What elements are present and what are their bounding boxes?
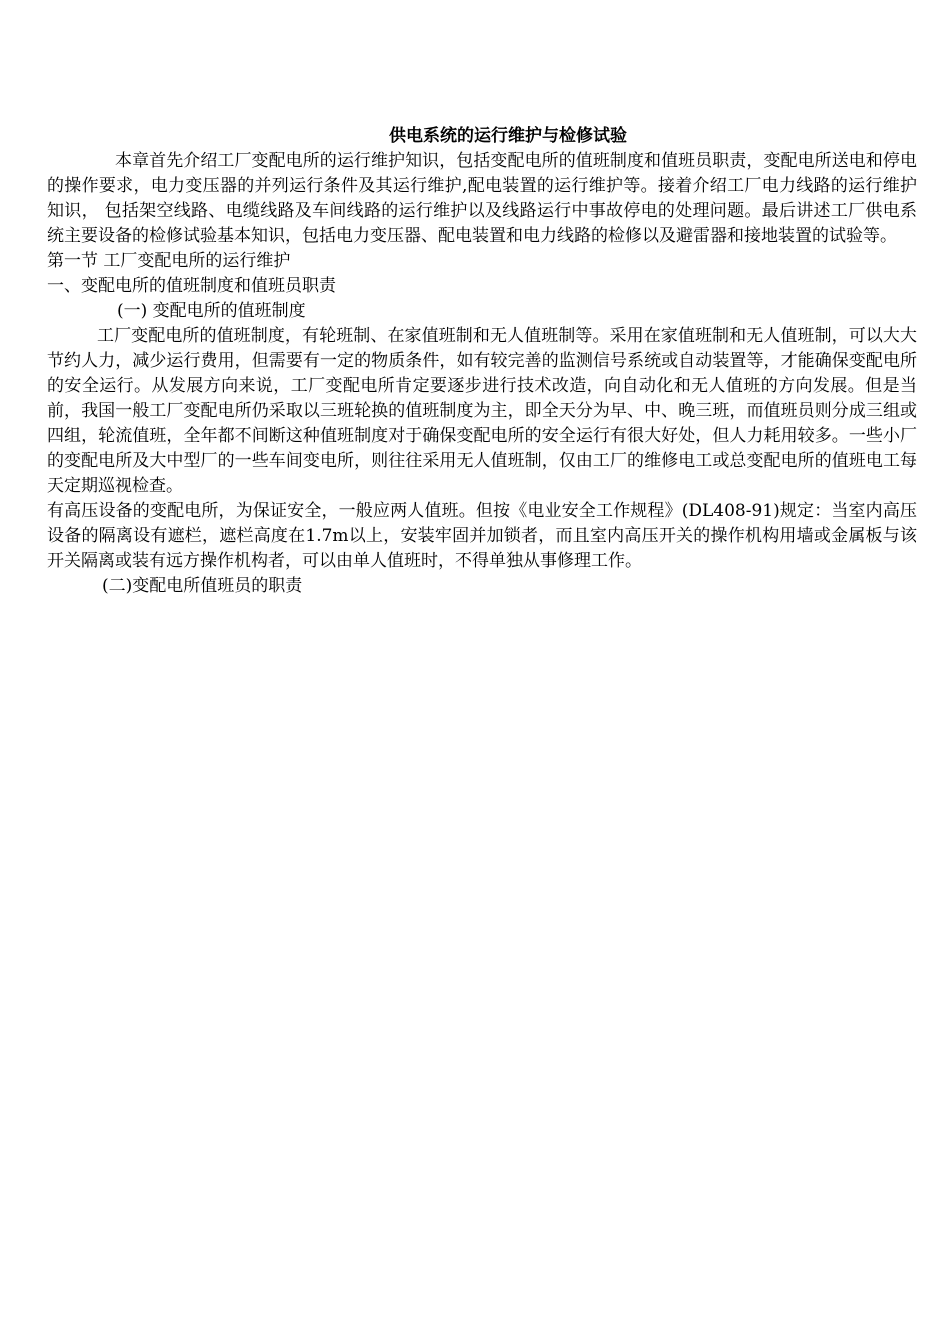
item2-heading: (二)变配电所值班员的职责 (102, 576, 303, 596)
item1-heading: (一) 变配电所的值班制度 (117, 301, 306, 321)
intro-paragraph: 本章首先介绍工厂变配电所的运行维护知识，包括变配电所的值班制度和值班员职责，变配电所送电和停电的操作要求，电力变压器的并列运行条件及其运行维护,配电装置的运行维护等。接着介绍工厂电力线路的运行维护知识， 包括架空线路、电缆线路及车间线路的运行维护以及线路运行中事故停电的处理问题。最后讲述工厂供电系统主要设备的检修试验基本知识，包括电力变压器、配电装置和电力线路的检修以及避雷器和接地装置的试验等。 (47, 151, 917, 246)
document-title: 供电系统的运行维护与检修试验 (389, 126, 627, 146)
item1-paragraph: 工厂变配电所的值班制度，有轮班制、在家值班制和无人值班制等。采用在家值班制和无人值班制，可以大大节约人力，减少运行费用，但需要有一定的物质条件，如有较完善的监测信号系统或自动装置等，才能确保变配电所的安全运行。从发展方向来说，工厂变配电所肯定要逐步进行技术改造，向自动化和无人值班的方向发展。但是当前，我国一般工厂变配电所仍采取以三班轮换的值班制度为主，即全天分为早、中、晚三班，而值班员则分成三组或四组，轮流值班，全年都不间断这种值班制度对于确保变配电所的安全运行有很大好处，但人力耗用较多。一些小厂的变配电所及大中型厂的一些车间变电所，则往往采用无人值班制，仅由工厂的维修电工或总变配电所的值班电工每天定期巡视检查。 (47, 326, 917, 496)
section-heading: 第一节 工厂变配电所的运行维护 (47, 251, 291, 271)
document-page (47, 124, 917, 599)
subsection-heading: 一、变配电所的值班制度和值班员职责 (47, 276, 336, 296)
high-voltage-paragraph: 有高压设备的变配电所，为保证安全，一般应两人值班。但按《电业安全工作规程》(DL408-91)规定：当室内高压设备的隔离设有遮栏，遮栏高度在1.7m以上，安装牢固并加锁者，而且室内高压开关的操作机构用墙或金属板与该开关隔离或装有远方操作机构者，可以由单人值班时，不得单独从事修理工作。 (47, 501, 917, 571)
